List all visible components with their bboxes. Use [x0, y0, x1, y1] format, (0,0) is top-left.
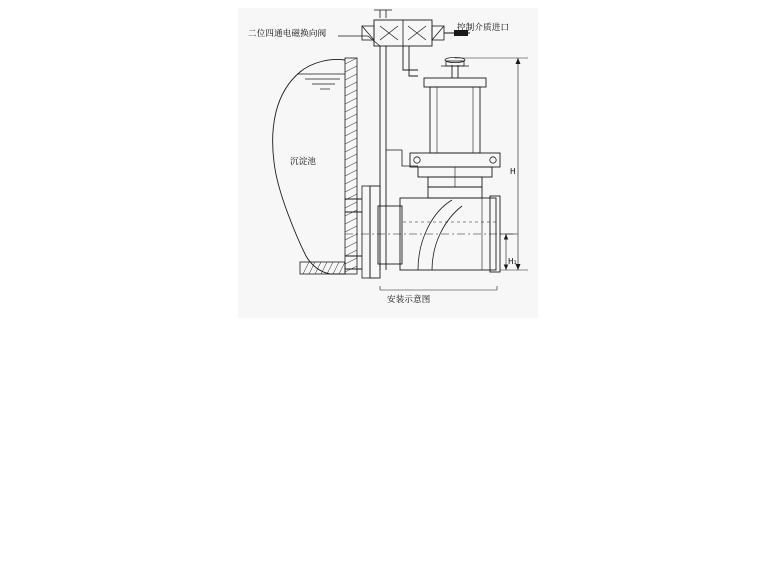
water-level-lines — [297, 74, 345, 89]
dimension-h1-label: H₁ — [508, 257, 517, 266]
tank-bottom-hatch — [300, 262, 345, 274]
dimension-lines — [455, 58, 528, 270]
figure-caption: 安装示意图 — [387, 295, 431, 305]
tank-wall-hatch — [345, 58, 357, 274]
solenoid-valve-label: 二位四通电磁换向阀 — [248, 29, 327, 39]
actuator-cylinder — [410, 57, 500, 187]
caption-leader — [380, 286, 497, 290]
dimension-h-label: H — [510, 167, 516, 176]
control-piping — [374, 10, 418, 270]
sedimentation-tank-label: 沉淀池 — [290, 157, 317, 167]
solenoid-valve-symbol — [362, 20, 444, 46]
valve-body — [345, 186, 520, 278]
control-medium-inlet-label: 控制介质进口 — [457, 23, 510, 33]
